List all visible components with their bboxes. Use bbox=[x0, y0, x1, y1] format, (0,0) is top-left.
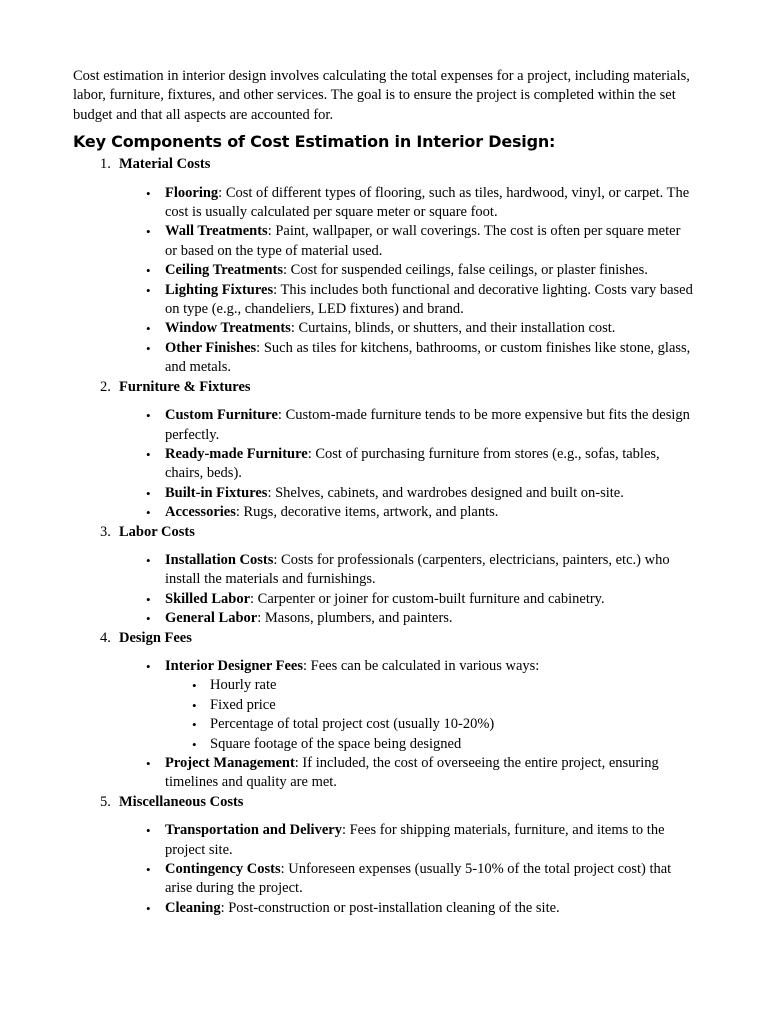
section-heading: Key Components of Cost Estimation in Interior Design: bbox=[73, 132, 556, 152]
bullet-icon: • bbox=[146, 823, 151, 839]
section-bullet-list bbox=[119, 657, 696, 793]
list-item bbox=[119, 222, 696, 261]
item-text: : Rugs, decorative items, artwork, and plants. bbox=[235, 504, 499, 521]
section-item bbox=[73, 793, 696, 918]
section-bullet-list bbox=[119, 184, 696, 378]
list-item bbox=[119, 551, 696, 590]
list-item bbox=[119, 899, 696, 918]
section-number: 5. bbox=[100, 793, 111, 810]
bullet-icon: • bbox=[146, 552, 151, 568]
section-number: 1. bbox=[100, 156, 111, 173]
list-item bbox=[119, 484, 696, 503]
list-item bbox=[119, 590, 696, 609]
item-text: : Fees can be calculated in various ways: bbox=[302, 657, 540, 674]
item-text: : Carpenter or joiner for custom-built furniture and cabinetry. bbox=[250, 590, 605, 607]
item-text: : Cost of purchasing furniture from stores (e.g., sofas, tables, chairs, beds). bbox=[165, 445, 660, 482]
list-item bbox=[119, 860, 696, 899]
item-text: : Such as tiles for kitchens, bathrooms, or custom finishes like stone, glass, and metals. bbox=[165, 339, 691, 376]
item-text: : Post-construction or post-installation cleaning of the site. bbox=[220, 899, 560, 916]
item-term: Lighting Fixtures bbox=[165, 281, 274, 298]
bullet-icon: • bbox=[146, 862, 151, 878]
sub-item-text: Square footage of the space being designed bbox=[210, 735, 462, 752]
item-term: Skilled Labor bbox=[165, 590, 251, 607]
item-text: : Unforeseen expenses (usually 5-10% of the total project cost) that arise during the project. bbox=[165, 861, 672, 897]
bullet-icon: • bbox=[146, 591, 151, 607]
sub-list-item bbox=[165, 715, 696, 734]
list-item bbox=[119, 821, 696, 860]
item-term: Flooring bbox=[165, 184, 219, 201]
list-item bbox=[119, 339, 696, 378]
item-term: Installation Costs bbox=[165, 551, 274, 568]
item-text: : Shelves, cabinets, and wardrobes designed and built on-site. bbox=[267, 484, 624, 501]
bullet-icon: • bbox=[192, 736, 197, 752]
bullet-icon: • bbox=[146, 900, 151, 916]
sub-bullet-list bbox=[165, 676, 696, 754]
bullet-icon: • bbox=[146, 505, 151, 521]
item-text: : Custom-made furniture tends to be more expensive but fits the design perfectly. bbox=[165, 407, 690, 443]
list-item bbox=[119, 281, 696, 320]
item-term: Wall Treatments bbox=[165, 223, 268, 240]
bullet-icon: • bbox=[146, 340, 151, 356]
item-term: Ceiling Treatments bbox=[165, 262, 284, 279]
list-item bbox=[119, 406, 696, 445]
bullet-icon: • bbox=[146, 185, 151, 201]
item-text: : Curtains, blinds, or shutters, and their installation cost. bbox=[290, 320, 616, 337]
section-bullet-list bbox=[119, 406, 696, 522]
section-number: 3. bbox=[100, 523, 111, 540]
item-term: Transportation and Delivery bbox=[165, 822, 342, 839]
section-item bbox=[73, 523, 696, 629]
list-item bbox=[119, 754, 696, 793]
section-number: 4. bbox=[100, 629, 111, 646]
bullet-icon: • bbox=[146, 321, 151, 337]
item-text: : Masons, plumbers, and painters. bbox=[257, 610, 453, 627]
item-term: Ready-made Furniture bbox=[165, 445, 308, 462]
item-term: Contingency Costs bbox=[165, 861, 281, 878]
list-item bbox=[119, 184, 696, 223]
list-item bbox=[119, 319, 696, 338]
cost-components-list bbox=[73, 155, 696, 918]
bullet-icon: • bbox=[146, 611, 151, 627]
bullet-icon: • bbox=[146, 263, 151, 279]
list-item bbox=[119, 503, 696, 522]
bullet-icon: • bbox=[146, 446, 151, 462]
bullet-icon: • bbox=[146, 658, 151, 674]
section-title: Miscellaneous Costs bbox=[119, 793, 244, 810]
item-term: Window Treatments bbox=[165, 320, 291, 337]
sub-list-item bbox=[165, 696, 696, 715]
section-item bbox=[73, 629, 696, 793]
list-item bbox=[119, 445, 696, 484]
item-term: Accessories bbox=[165, 504, 236, 521]
item-term: General Labor bbox=[165, 610, 258, 627]
sub-list-item bbox=[165, 676, 696, 695]
bullet-icon: • bbox=[146, 408, 151, 424]
item-term: Custom Furniture bbox=[165, 407, 278, 424]
item-text: : Fees for shipping materials, furniture, and items to the project site. bbox=[165, 822, 665, 858]
item-term: Project Management bbox=[165, 755, 295, 771]
section-title: Labor Costs bbox=[119, 523, 195, 540]
section-title: Material Costs bbox=[119, 156, 211, 173]
item-term: Cleaning bbox=[165, 899, 221, 916]
section-item bbox=[73, 378, 696, 523]
sub-item-text: Fixed price bbox=[210, 696, 276, 713]
bullet-icon: • bbox=[146, 282, 151, 298]
item-text: : This includes both functional and decorative lighting. Costs vary based on type (e.g., chandeliers, LED fixtures) and brand. bbox=[165, 281, 693, 318]
section-bullet-list bbox=[119, 551, 696, 629]
bullet-icon: • bbox=[192, 697, 197, 713]
bullet-icon: • bbox=[146, 224, 151, 240]
bullet-icon: • bbox=[146, 485, 151, 501]
item-text: : Cost of different types of flooring, such as tiles, hardwood, vinyl, or carpet. The cost is usually calculated per square meter or square foot. bbox=[165, 184, 690, 221]
item-term: Other Finishes bbox=[165, 339, 257, 356]
list-item bbox=[119, 657, 696, 754]
list-item bbox=[119, 261, 696, 280]
section-title: Furniture & Fixtures bbox=[119, 378, 251, 395]
bullet-icon: • bbox=[192, 717, 197, 733]
item-term: Built-in Fixtures bbox=[165, 484, 268, 501]
item-term: Interior Designer Fees bbox=[165, 657, 303, 674]
intro-paragraph: Cost estimation in interior design involves calculating the total expenses for a project, including materials, labor, furniture, fixtures, and other services. The goal is to ensure the project is completed within the set budget and that all aspects are accounted for. bbox=[73, 68, 690, 123]
bullet-icon: • bbox=[192, 678, 197, 694]
sub-item-text: Hourly rate bbox=[210, 677, 277, 694]
section-bullet-list bbox=[119, 821, 696, 918]
bullet-icon: • bbox=[146, 756, 151, 771]
item-text: : Paint, wallpaper, or wall coverings. The cost is often per square meter or based on the type of material used. bbox=[165, 223, 681, 259]
item-text: : Cost for suspended ceilings, false ceilings, or plaster finishes. bbox=[283, 262, 648, 279]
sub-item-text: Percentage of total project cost (usually 10-20%) bbox=[210, 716, 495, 733]
sub-list-item bbox=[165, 735, 696, 754]
section-title: Design Fees bbox=[119, 629, 192, 646]
item-text: : Costs for professionals (carpenters, electricians, painters, etc.) who install the materials and furnishings. bbox=[165, 551, 670, 588]
list-item bbox=[119, 609, 696, 628]
section-item bbox=[73, 155, 696, 377]
section-number: 2. bbox=[100, 378, 111, 395]
item-text: : If included, the cost of overseeing the entire project, ensuring timelines and quality are met. bbox=[165, 755, 659, 791]
